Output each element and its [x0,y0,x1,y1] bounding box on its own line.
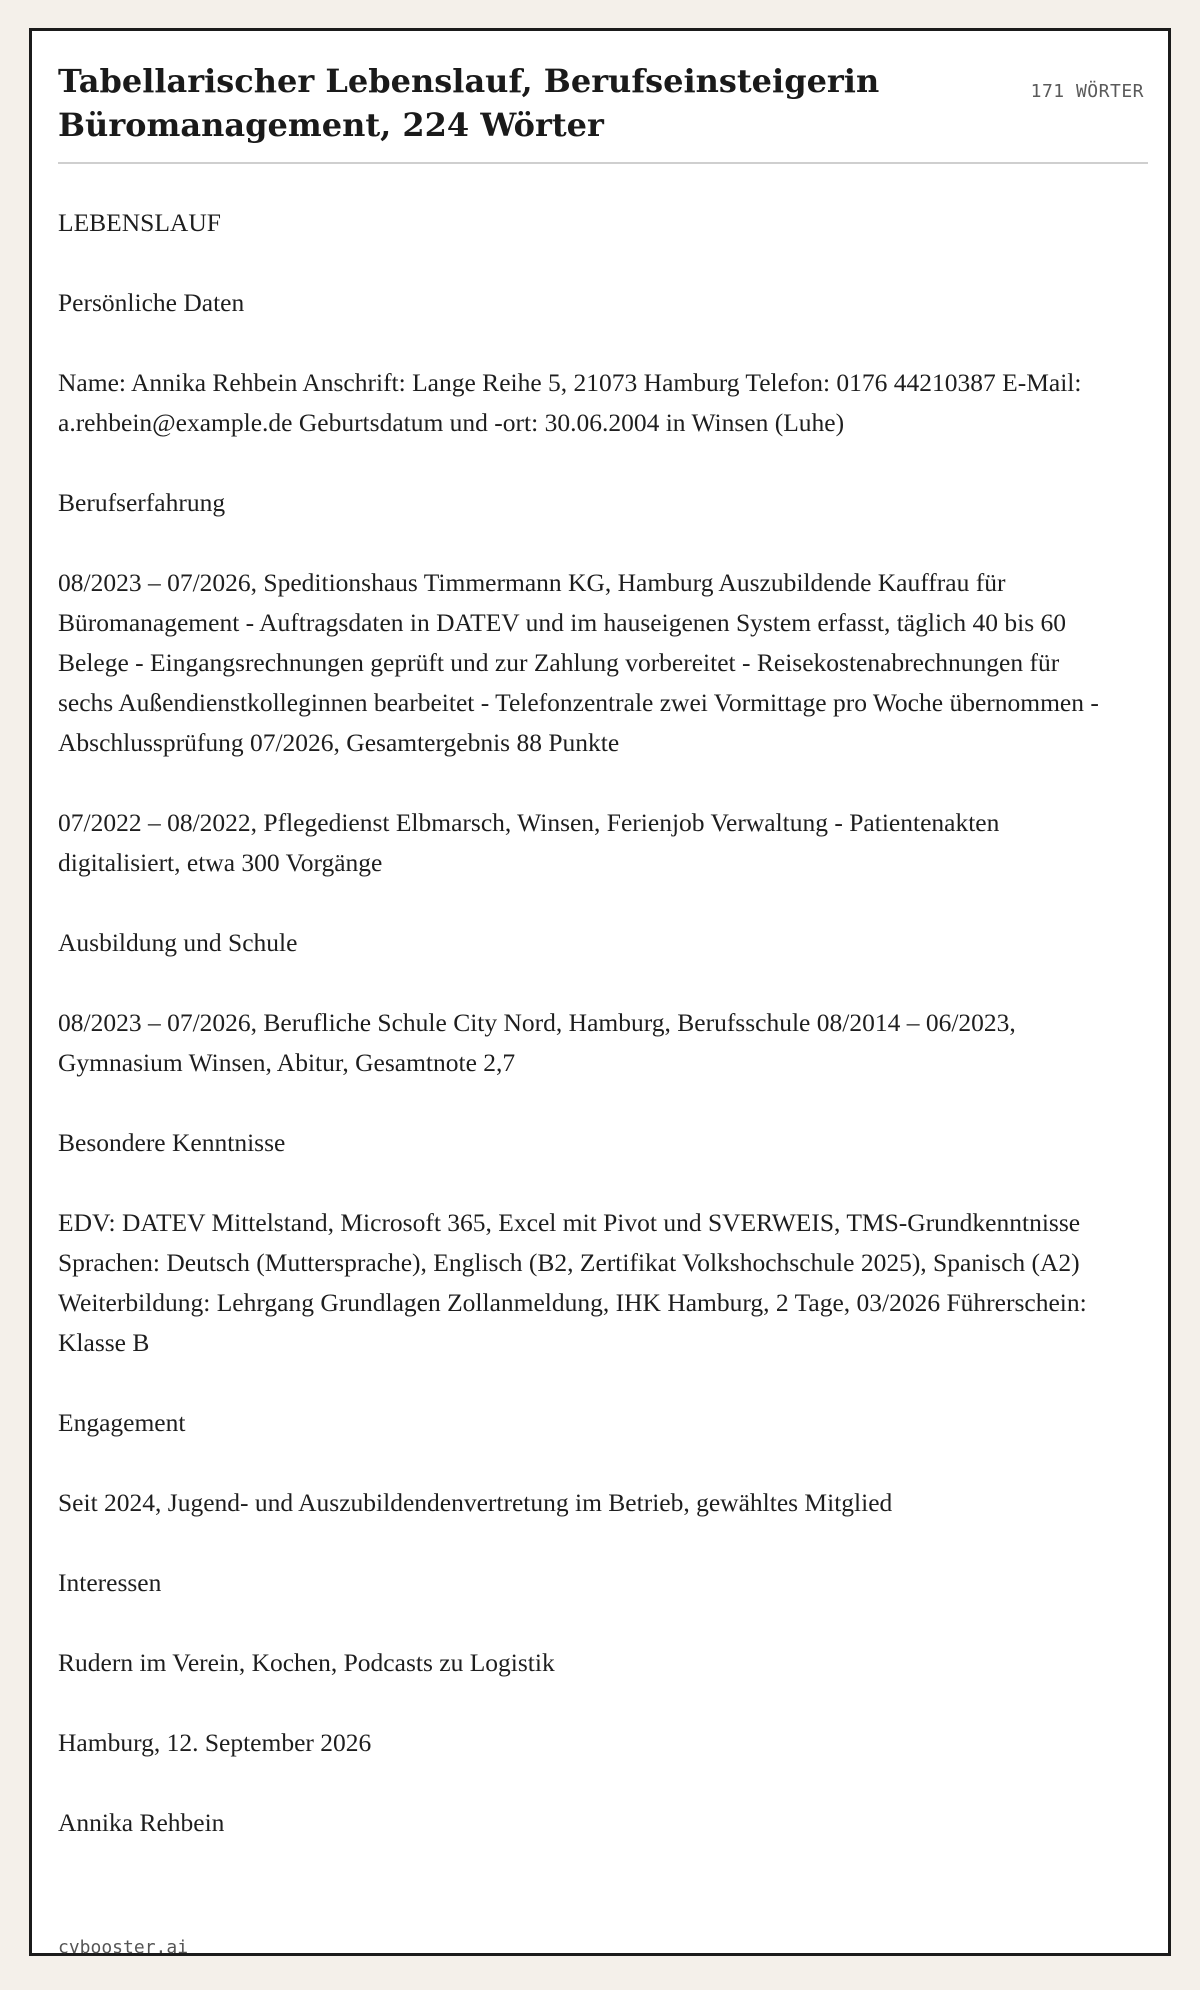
section-heading-education: Ausbildung und Schule [58,928,298,957]
document-header [58,51,1144,163]
section-heading-engagement: Engagement [58,1408,186,1437]
place-date: Hamburg, 12. September 2026 [58,1728,372,1757]
experience-entry: 08/2023 – 07/2026, Speditionshaus Timmermann KG, Hamburg Auszubildende Kauffrau für Büromanagement - Auftragsdaten in DATEV und im hauseigenen System erfasst, täglich 40 bis 60 Belege - Eingangsrechnungen geprüft und zur Zahlung vorbereitet - Reisekostenabrechnungen für sechs Außendienstkolleginnen bearbeitet - Telefonzentrale zwei Vormittage pro Woche übernommen - Abschlussprüfung 07/2026, Gesamtergebnis 88 Punkte [58,568,1099,757]
document-card [29,28,1171,1956]
section-heading-interests: Interessen [58,1568,162,1597]
section-heading-experience: Berufserfahrung [58,488,226,517]
education-entry: 08/2023 – 07/2026, Berufliche Schule City Nord, Hamburg, Berufsschule 08/2014 – 06/2023, Gymnasium Winsen, Abitur, Gesamtnote 2,7 [58,1008,1016,1077]
footer-brand: cvbooster.ai [58,1937,189,1958]
header-divider [58,162,1148,164]
interests-entry: Rudern im Verein, Kochen, Podcasts zu Logistik [58,1648,555,1677]
word-count-badge: 171 WÖRTER [1030,81,1144,102]
section-heading-skills: Besondere Kenntnisse [58,1128,286,1157]
personal-details: Name: Annika Rehbein Anschrift: Lange Reihe 5, 21073 Hamburg Telefon: 0176 44210387 E-Mail: a.rehbein@example.de Geburtsdatum und -ort: 30.06.2004 in Winsen (Luhe) [58,368,1082,437]
document-title: Tabellarischer Lebenslauf, Berufseinsteigerin Büromanagement, 224 Wörter [58,62,880,144]
skills-entry: EDV: DATEV Mittelstand, Microsoft 365, Excel mit Pivot und SVERWEIS, TMS-Grundkenntnisse Sprachen: Deutsch (Muttersprache), Englisch (B2, Zertifikat Volkshochschule 2025), Spanisch (A2) Weiterbildung: Lehrgang Grundlagen Zollanmeldung, IHK Hamburg, 2 Tage, 03/2026 Führerschein: Klasse B [58,1208,1087,1357]
engagement-entry: Seit 2024, Jugend- und Auszubildendenvertretung im Betrieb, gewähltes Mitglied [58,1488,893,1517]
signature-name: Annika Rehbein [58,1808,225,1837]
document-body [58,203,1108,1883]
heading-lebenslauf: LEBENSLAUF [58,208,221,237]
experience-entry: 07/2022 – 08/2022, Pflegedienst Elbmarsch, Winsen, Ferienjob Verwaltung - Patientenakten digitalisiert, etwa 300 Vorgänge [58,808,1000,877]
section-heading-personal: Persönliche Daten [58,288,245,317]
